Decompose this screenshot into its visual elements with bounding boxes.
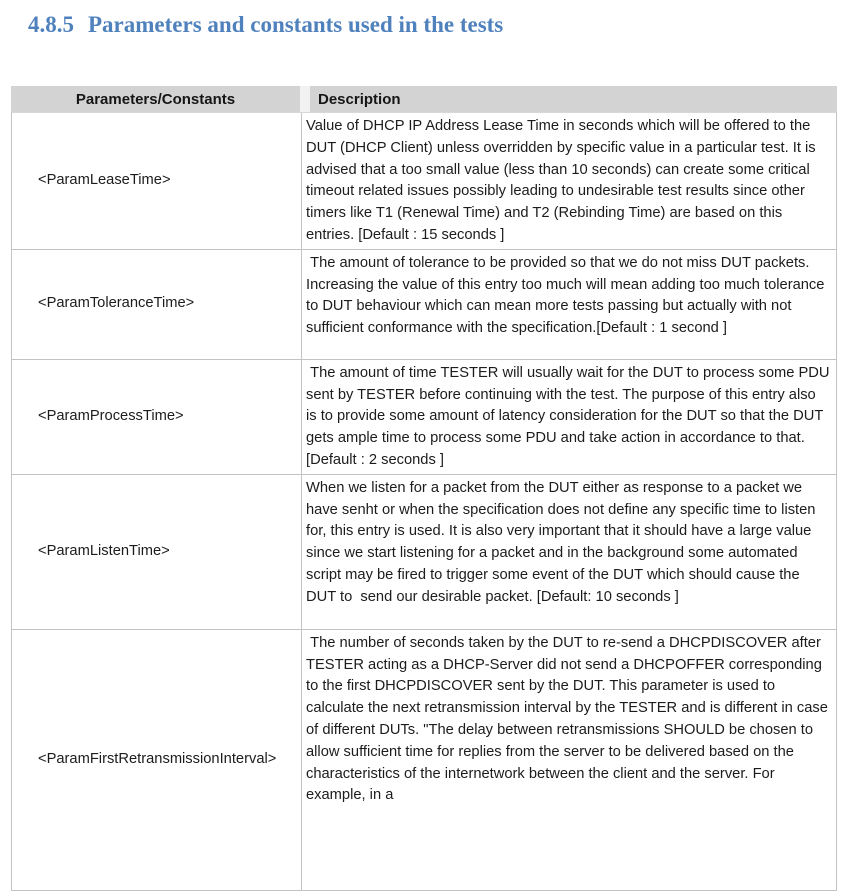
parameters-table	[11, 86, 837, 891]
param-description-cell	[302, 250, 836, 359]
param-description: Value of DHCP IP Address Lease Time in seconds which will be offered to the DUT (DHCP Client) unless overridden by specific value in a particular test. It is advised that a too small value (less than 10 seconds) can create some critical timeout related issues possibly leading to undesirable test results since other timers like T1 (Renewal Time) and T2 (Rebinding Time) are based on this entries. [Default : 15 seconds ]	[306, 118, 820, 243]
param-name: <ParamListenTime>	[38, 542, 170, 559]
param-name-cell	[12, 250, 302, 359]
param-name-cell	[12, 630, 302, 890]
header-parameters-constants: Parameters/Constants	[11, 86, 300, 112]
table-row-param-listen-time	[12, 475, 836, 630]
param-name: <ParamLeaseTime>	[38, 171, 171, 188]
table-row-param-first-retransmission-interval	[12, 630, 836, 891]
param-name-cell	[12, 475, 302, 629]
param-name: <ParamFirstRetransmissionInterval>	[38, 750, 277, 767]
section-title: Parameters and constants used in the tests	[88, 12, 504, 37]
param-description-cell	[302, 630, 836, 890]
param-description: The amount of time TESTER will usually wait for the DUT to process some PDU sent by TESTER before continuing with the test. The purpose of this entry also is to provide some amount of latency consideration for the DUT so that the DUT gets ample time to process some PDU and take action in accordance to that. [Default : 2 seconds ]	[306, 364, 834, 468]
param-description-cell	[302, 360, 836, 474]
table-row-param-tolerance-time	[12, 250, 836, 360]
table-row-param-lease-time	[12, 113, 836, 250]
header-description: Description	[310, 86, 837, 112]
header-column-gap	[300, 86, 310, 112]
param-description-cell	[302, 475, 836, 629]
param-description: The amount of tolerance to be provided so that we do not miss DUT packets. Increasing the value of this entry too much will mean adding too much tolerance to DUT behaviour which can mean more tests passing but actually with not sufficient conformance with the specification.[Default : 1 second ]	[306, 254, 829, 337]
param-description: The number of seconds taken by the DUT to re-send a DHCPDISCOVER after TESTER acting as a DHCP-Server did not send a DHCPOFFER corresponding to the first DHCPDISCOVER sent by the DUT. This parameter is used to calculate the next retransmission interval by the TESTER and is different in case of different DUTs. "The delay between retransmissions SHOULD be chosen to allow sufficient time for replies from the server to be delivered based on the characteristics of the internetwork between the client and the server. For example, in a	[306, 634, 833, 804]
section-number: 4.8.5	[28, 12, 74, 37]
param-name-cell	[12, 360, 302, 474]
param-name: <ParamToleranceTime>	[38, 295, 195, 312]
param-name-cell	[12, 113, 302, 249]
table-row-param-process-time	[12, 360, 836, 475]
param-name: <ParamProcessTime>	[38, 407, 184, 424]
param-description-cell	[302, 113, 836, 249]
table-header-row	[11, 86, 837, 112]
param-description: When we listen for a packet from the DUT either as response to a packet we have senht or when the specification does not define any specific time to listen for, this entry is used. It is also very important that it should have a large value since we start listening for a packet and in the background some automated script may be fired to trigger some event of the DUT which should cause the DUT to send our desirable packet. [Default: 10 seconds ]	[306, 479, 820, 605]
section-heading	[28, 12, 503, 38]
table-body	[11, 112, 837, 891]
